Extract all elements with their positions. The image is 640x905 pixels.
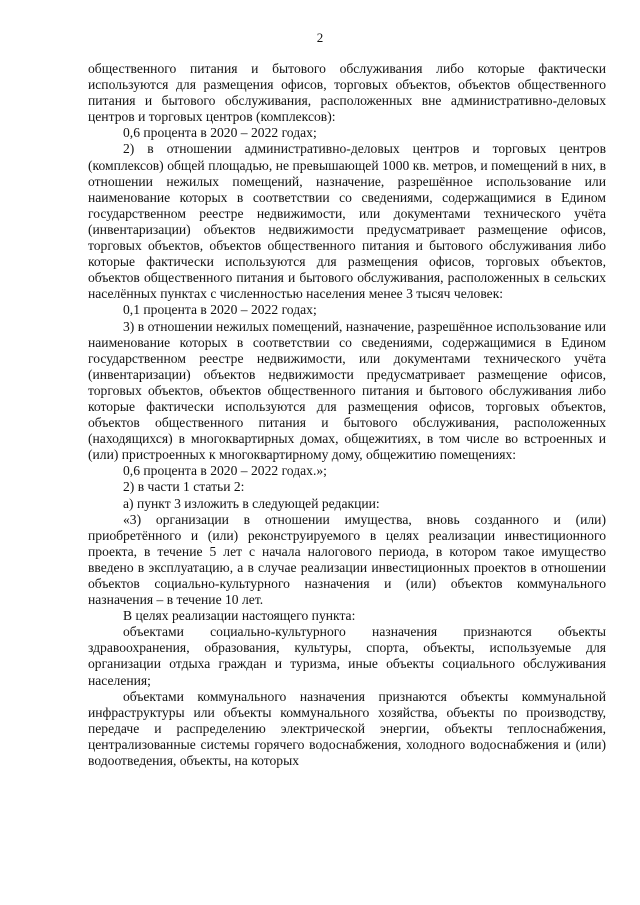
- body-text: [88, 61, 606, 769]
- paragraph: «3) организации в отношении имущества, вновь созданного и (или) приобретённого и (или) реконструируемого в целях реализации инвестиционного проекта, в течение 5 лет с начала налогового периода, в котором такое имущество введено в эксплуатацию, а в случае реализации инвестиционных проектов в отношении объектов социально-культурного назначения и (или) объектов коммунального назначения – в течение 10 лет.: [88, 511, 606, 608]
- page-number: 2: [316, 30, 324, 45]
- paragraph: объектами социально-культурного назначения признаются объекты здравоохранения, образования, культуры, спорта, объекты, используемые для организации отдыха граждан и туризма, иные объекты социального обслуживания населения;: [88, 624, 606, 688]
- paragraph: 0,6 процента в 2020 – 2022 годах.»;: [123, 463, 327, 479]
- paragraph: В целях реализации настоящего пункта:: [123, 608, 356, 624]
- paragraph: а) пункт 3 изложить в следующей редакции:: [123, 495, 380, 511]
- paragraph: 2) в части 1 статьи 2:: [123, 479, 245, 495]
- paragraph: 2) в отношении административно-деловых центров и торговых центров (комплексов) общей площадью, не превышающей 1000 кв. метров, и помещений в них, в отношении нежилых помещений, назначение, разрешённое использование или наименование которых в соответствии со сведениями, содержащимися в Едином государственном реестре недвижимости, или документами технического учёта (инвентаризации) объектов недвижимости предусматривает размещение офисов, торговых объектов, объектов общественного питания и бытового обслуживания либо которые фактически используются для размещения офисов, торговых объектов, объектов общественного питания и бытового обслуживания, расположенных в сельских населённых пунктах с численностью населения менее 3 тысяч человек:: [88, 141, 606, 302]
- paragraph: 0,6 процента в 2020 – 2022 годах;: [123, 125, 317, 141]
- paragraph: общественного питания и бытового обслуживания либо которые фактически используются для размещения офисов, торговых объектов, объектов общественного питания и бытового обслуживания, расположенных вне административно-деловых центров и торговых центров (комплексов):: [88, 61, 606, 125]
- paragraph: 0,1 процента в 2020 – 2022 годах;: [123, 302, 317, 318]
- paragraph: объектами коммунального назначения признаются объекты коммунальной инфраструктуры или объекты коммунального хозяйства, объекты по производству, передаче и распределению электрической энергии, объекты теплоснабжения, централизованные системы горячего водоснабжения, холодного водоснабжения и (или) водоотведения, объекты, на которых: [88, 688, 606, 769]
- paragraph: 3) в отношении нежилых помещений, назначение, разрешённое использование или наименование которых в соответствии со сведениями, содержащимися в Едином государственном реестре недвижимости, или документами технического учёта (инвентаризации) объектов недвижимости предусматривает размещение офисов, торговых объектов, объектов общественного питания и бытового обслуживания либо которые фактически используются для размещения офисов, торговых объектов, объектов общественного питания и бытового обслуживания, расположенных (находящихся) в многоквартирных домах, общежитиях, в том числе во встроенных и (или) пристроенных к многоквартирному дому, общежитию помещениях:: [88, 318, 606, 463]
